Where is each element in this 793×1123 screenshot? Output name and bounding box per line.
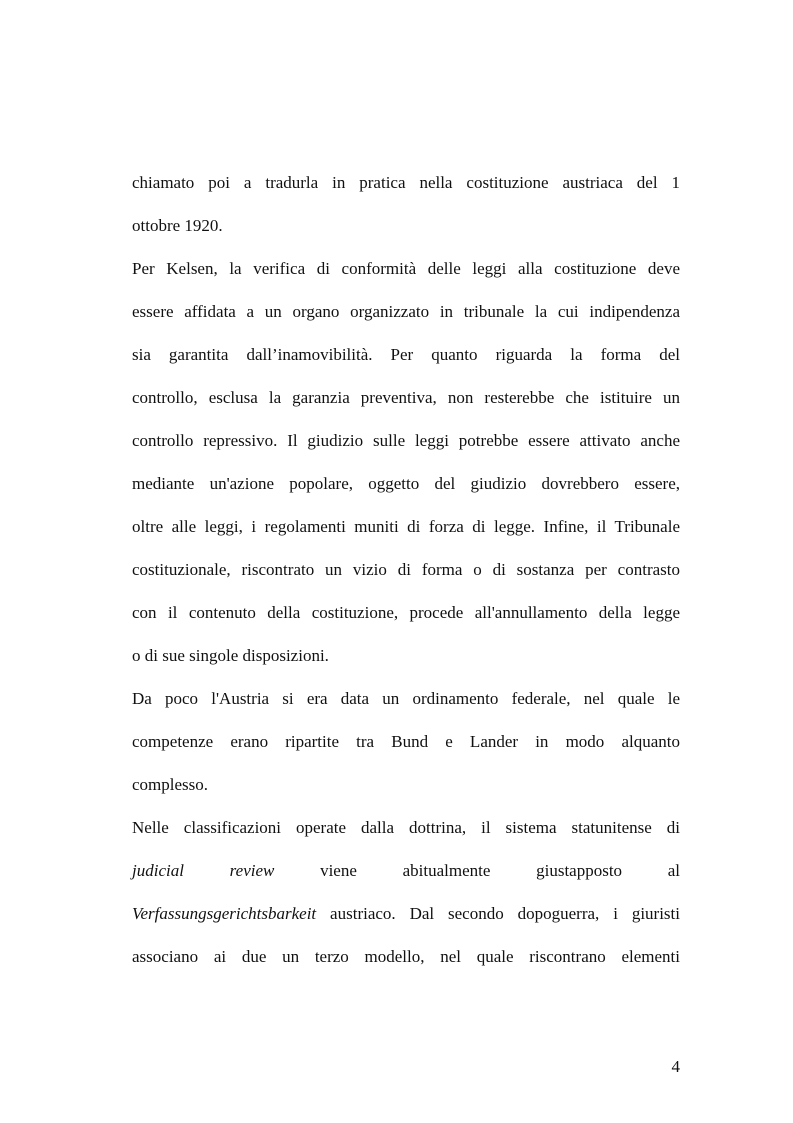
text-fragment: austriaco. Dal secondo dopoguerra, i giuristi: [316, 904, 680, 923]
text-fragment: viene abitualmente giustapposto al: [320, 861, 681, 880]
text-line: essere affidata a un organo organizzato in tribunale la cui indipendenza: [132, 302, 680, 321]
text-line: mediante un'azione popolare, oggetto del giudizio dovrebbero essere,: [132, 474, 680, 493]
text-line: [132, 903, 680, 925]
text-line: competenze erano ripartite tra Bund e Lander in modo alquanto: [132, 732, 680, 751]
italic-term: Verfassungsgerichtsbarkeit: [132, 904, 317, 923]
italic-term: judicial: [132, 861, 184, 880]
text-line: complesso.: [132, 775, 209, 794]
italic-term: review: [229, 861, 275, 880]
text-line: controllo, esclusa la garanzia preventiva, non resterebbe che istituire un: [132, 388, 680, 407]
text-line: chiamato poi a tradurla in pratica nella costituzione austriaca del 1: [132, 173, 680, 192]
text-line: sia garantita dall’inamovibilità. Per quanto riguarda la forma del: [132, 345, 680, 364]
text-line: Da poco l'Austria si era data un ordinamento federale, nel quale le: [132, 689, 680, 708]
text-line: associano ai due un terzo modello, nel quale riscontrano elementi: [132, 947, 680, 966]
text-line: [132, 860, 680, 882]
text-line: costituzionale, riscontrato un vizio di forma o di sostanza per contrasto: [132, 560, 680, 579]
text-line: con il contenuto della costituzione, procede all'annullamento della legge: [132, 603, 680, 622]
text-line: controllo repressivo. Il giudizio sulle leggi potrebbe essere attivato anche: [132, 431, 680, 450]
text-line: ottobre 1920.: [132, 216, 223, 235]
text-line: Nelle classificazioni operate dalla dottrina, il sistema statunitense di: [132, 818, 680, 837]
text-line: oltre alle leggi, i regolamenti muniti di forza di legge. Infine, il Tribunale: [132, 517, 680, 536]
text-line: Per Kelsen, la verifica di conformità delle leggi alla costituzione deve: [132, 259, 680, 278]
text-line: o di sue singole disposizioni.: [132, 646, 329, 665]
page-number: 4: [671, 1057, 680, 1076]
